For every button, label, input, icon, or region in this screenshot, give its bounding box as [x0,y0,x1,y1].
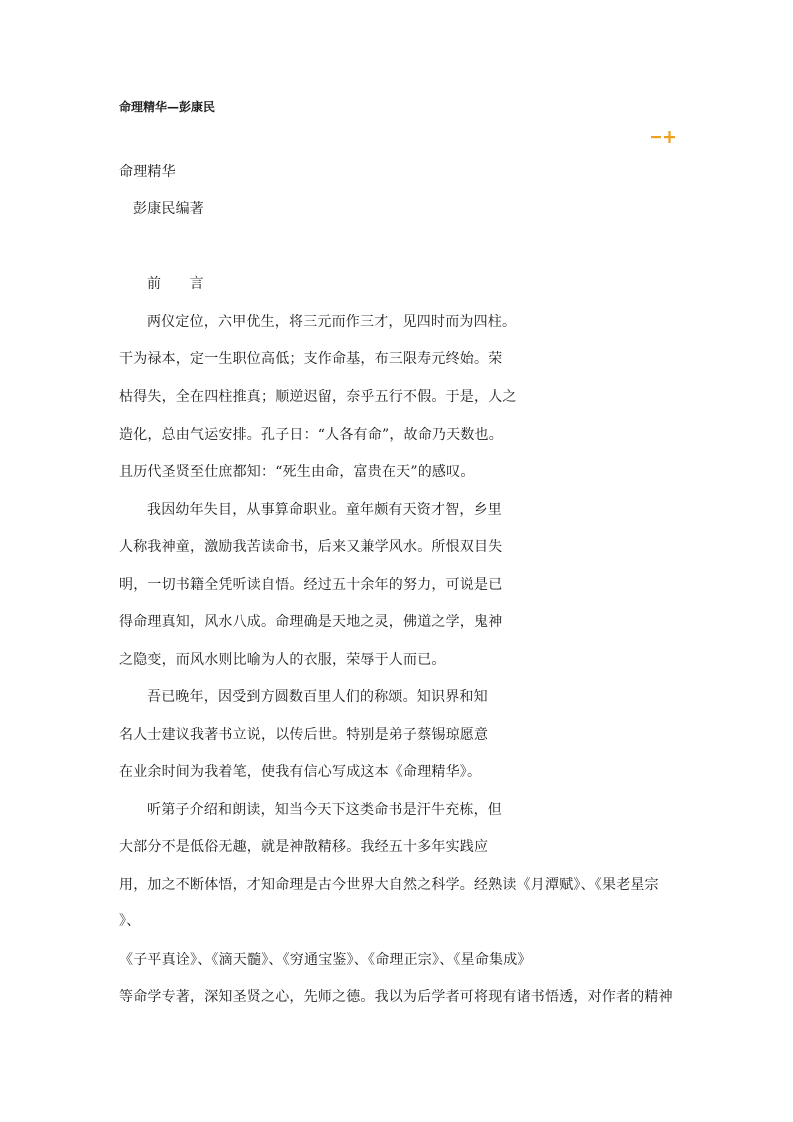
paragraph-line: 等命学专著，深知圣贤之心，先师之德。我以为后学者可将现有诸书悟透，对作者的精神 [119,989,673,1005]
paragraph-line: 得命理真知，风水八成。命理确是天地之灵，佛道之学，鬼神 [119,614,503,630]
paragraph-line: 造化，总由气运安排。孔子日：“人各有命”，故命乃天数也。 [119,427,503,443]
page-header-title: 命理精华—彭康民 [119,100,216,114]
paragraph-line: 《子平真诠》、《滴天髓》、《穷通宝鉴》、《命理正宗》、《星命集成》 [119,952,532,968]
preface-heading: 前 言 [147,276,204,292]
paragraph-line: 干为禄本，定一生职位高低；支作命基，布三限寿元终始。荣 [119,351,503,367]
paragraph-line: 在业余时间为我着笔，使我有信心写成这本《命理精华》。 [119,764,482,780]
paragraph-line: 大部分不是低俗无趣，就是神散精移。我经五十多年实践应 [119,839,489,855]
paragraph-line: 用，加之不断体悟，才知命理是古今世界大自然之科学。经熟读《月潭赋》、《果老星宗 [119,877,659,893]
paragraph-line: 人称我神童，激励我苦读命书，后来又兼学风水。所恨双目失 [119,539,503,555]
paragraph-line: 枯得失，全在四柱推真；顺逆迟留，奈乎五行不假。于是，人之 [119,389,517,405]
paragraph-line: 且历代圣贤至仕庶都知：“死生由命，富贵在天”的感叹。 [119,464,475,480]
zoom-toggle-icon[interactable] [650,129,676,145]
paragraph-line: 我因幼年失目，从事算命职业。童年颇有天资才智，乡里 [147,502,502,518]
paragraph-line: 听第子介绍和朗读，知当今天下这类命书是汗牛充栋，但 [147,802,502,818]
author-line: 彭康民编著 [133,201,204,217]
paragraph-line: 吾已晚年，因受到方圆数百里人们的称颂。知识界和知 [147,689,488,705]
paragraph-line: 之隐变，而风水则比喻为人的衣服，荣辱于人而已。 [119,652,446,668]
paragraph-line: 两仪定位，六甲优生，将三元而作三才，见四时而为四柱。 [147,314,517,330]
paragraph-line: 名人士建议我著书立说，以传后世。特别是弟子蔡锡琼愿意 [119,727,489,743]
book-title: 命理精华 [119,164,176,180]
paragraph-line: 》、 [119,913,141,929]
paragraph-line: 明，一切书籍全凭听读自悟。经过五十余年的努力，可说是已 [119,577,503,593]
